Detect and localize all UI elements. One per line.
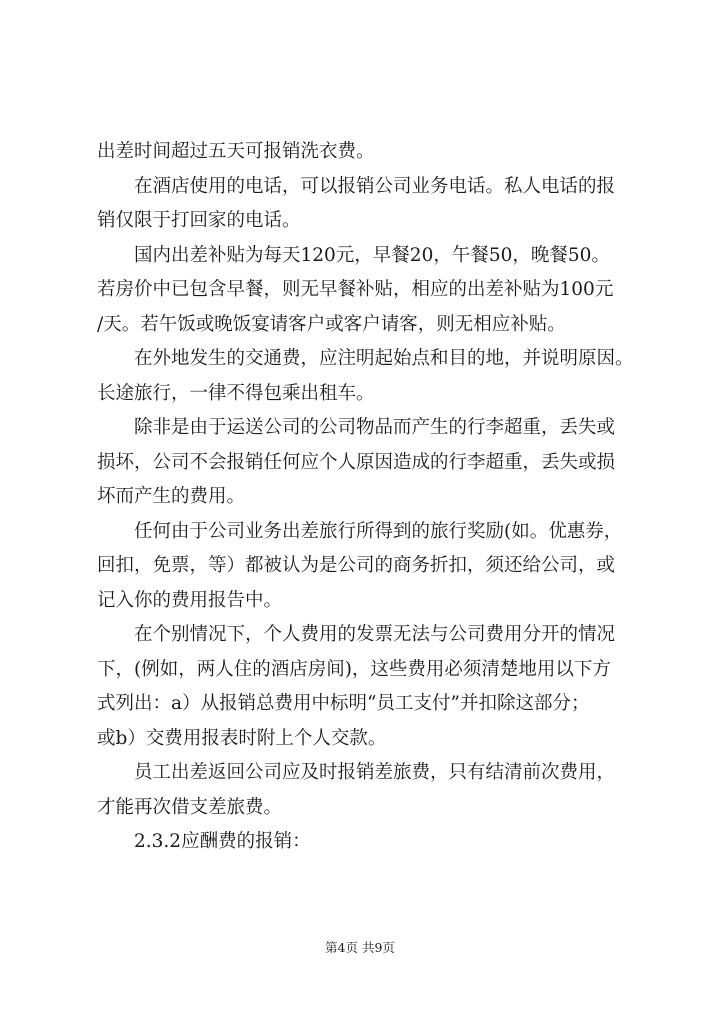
text-line: 记入你的费用报告中。 xyxy=(97,589,283,611)
text-line: 在外地发生的交通费，应注明起始点和目的地，并说明原因。 xyxy=(134,348,634,369)
text-line: /天。若午饭或晚饭宴请客户或客户请客，则无相应补贴。 xyxy=(97,313,566,335)
page-footer xyxy=(0,938,720,956)
text-line: 在个别情况下，个人费用的发票无法与公司费用分开的情况 xyxy=(134,624,616,645)
text-line: 任何由于公司业务出差旅行所得到的旅行奖励(如。优惠券， xyxy=(134,520,623,542)
text-line: 销仅限于打回家的电话。 xyxy=(97,210,301,231)
section-heading: 2.3.2应酬费的报销： xyxy=(134,831,311,852)
document-body xyxy=(97,135,657,860)
text-line: 下，(例如，两人住的酒店房间)，这些费用必须清楚地用以下方 xyxy=(97,658,611,680)
text-line: 回扣，免票，等）都被认为是公司的商务折扣，须还给公司，或 xyxy=(97,555,616,576)
text-line: 除非是由于运送公司的公司物品而产生的行李超重，丢失或 xyxy=(134,417,616,438)
text-line: 才能再次借支差旅费。 xyxy=(97,796,283,818)
text-line: 若房价中已包含早餐，则无早餐补贴，相应的出差补贴为100元 xyxy=(97,279,614,300)
page-number: 第4页 共9页 xyxy=(325,940,395,955)
text-line: 长途旅行，一律不得包乘出租车。 xyxy=(97,382,375,404)
text-line: 国内出差补贴为每天120元，早餐20，午餐50，晚餐50。 xyxy=(134,244,610,266)
text-line: 损坏，公司不会报销任何应个人原因造成的行李超重，丢失或损 xyxy=(97,451,616,473)
text-line: 坏而产生的费用。 xyxy=(97,486,246,507)
text-line: 出差时间超过五天可报销洗衣费。 xyxy=(97,141,375,162)
text-line: 员工出差返回公司应及时报销差旅费，只有结清前次费用， xyxy=(134,762,616,783)
text-line: 或b）交费用报表时附上个人交款。 xyxy=(97,727,387,749)
text-line: 在酒店使用的电话，可以报销公司业务电话。私人电话的报 xyxy=(134,175,616,197)
text-line: 式列出：a）从报销总费用中标明“员工支付”并扣除这部分； xyxy=(97,693,590,714)
